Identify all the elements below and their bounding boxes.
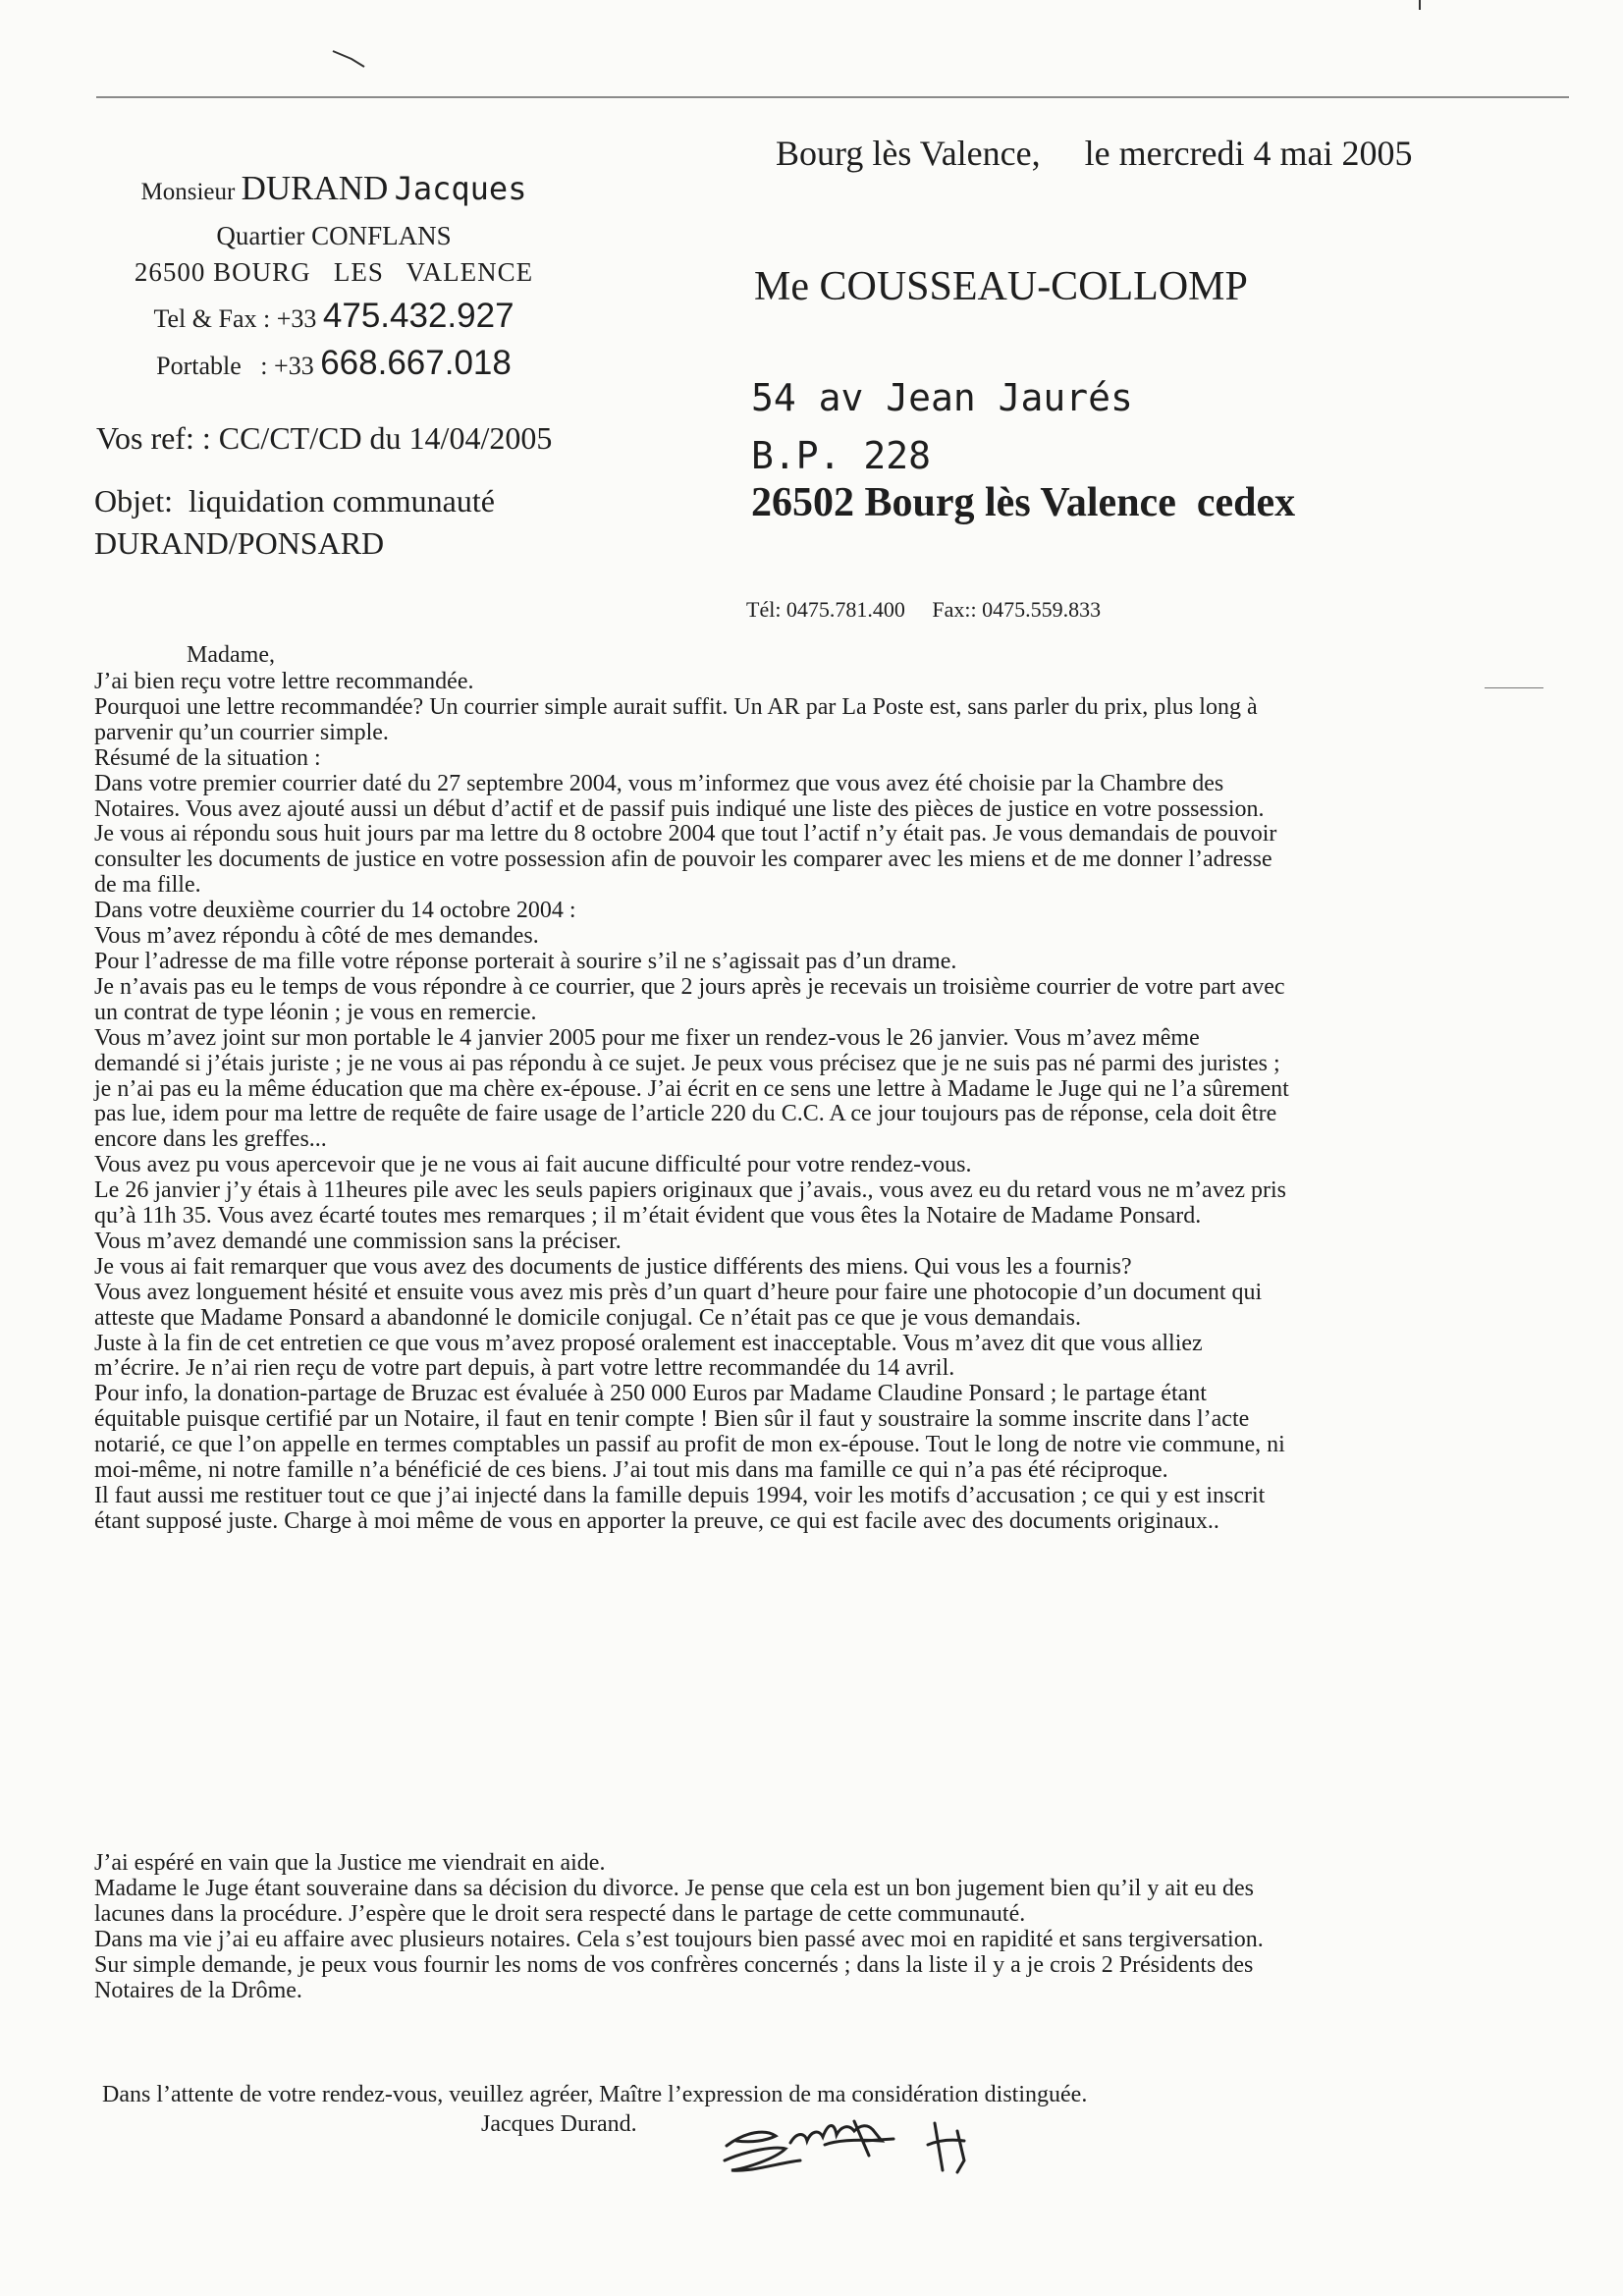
- body-line: Il faut aussi me restituer tout ce que j’ai injecté dans la famille depuis 1994, voir les motifs d’accusation ; ce qui y est inscrit: [94, 1483, 1266, 1508]
- handwritten-signature: [707, 2102, 992, 2190]
- body-line: Dans votre deuxième courrier du 14 octobre 2004 :: [94, 898, 576, 924]
- body-line: Notaires de la Drôme.: [94, 1977, 302, 2003]
- body-line: Vous m’avez répondu à côté de mes demandes.: [94, 923, 539, 950]
- body-line: m’écrire. Je n’ai rien reçu de votre part depuis, à part votre lettre recommandée du 14 avril.: [94, 1355, 955, 1382]
- body-line: Dans ma vie j’ai eu affaire avec plusieurs notaires. Cela s’est toujours bien passé avec moi en rapidité et sans tergiversation.: [94, 1926, 1264, 1952]
- body-line: Pour l’adresse de ma fille votre réponse porterait à sourire s’il ne s’agissait pas d’un drame.: [94, 948, 957, 974]
- sender-tel-number: 475.432.927: [322, 297, 514, 335]
- sender-tel-label: Tel & Fax : +33: [153, 304, 317, 333]
- recipient-address-street: 54 av Jean Jaurés: [751, 376, 1133, 419]
- sender-mobile-label: Portable : +33: [156, 352, 314, 380]
- sender-tel-line: [88, 297, 579, 336]
- body-line: qu’à 11h 35. Vous avez écarté toutes mes remarques ; il m’était évident que vous êtes la Notaire de Madame Ponsard.: [94, 1203, 1202, 1230]
- body-line: Le 26 janvier j’y étais à 11heures pile avec les seuls papiers originaux que j’avais., vous avez eu du retard vous ne m’avez pris: [94, 1177, 1287, 1204]
- body-line: Vous avez pu vous apercevoir que je ne vous ai fait aucune difficulté pour votre rendez-vous.: [94, 1152, 972, 1178]
- body-line: Vous m’avez demandé une commission sans la préciser.: [94, 1228, 622, 1254]
- body-line: Je n’avais pas eu le temps de vous répondre à ce courrier, que 2 jours après je recevais un troisième courrier de votre part avec: [94, 973, 1285, 1000]
- sender-mobile-number: 668.667.018: [320, 344, 512, 382]
- body-line: Vous m’avez joint sur mon portable le 4 janvier 2005 pour me fixer un rendez-vous le 26 janvier. Vous m’avez même: [94, 1024, 1200, 1051]
- scan-corner-mark: [1419, 0, 1421, 10]
- body-line: étant supposé juste. Charge à moi même de vous en apporter la preuve, ce qui est facile avec des documents originaux..: [94, 1507, 1219, 1534]
- body-line: Pour info, la donation-partage de Bruzac est évaluée à 250 000 Euros par Madame Claudine Ponsard ; le partage étant: [94, 1381, 1207, 1407]
- body-line: Je vous ai répondu sous huit jours par ma lettre du 8 octobre 2004 que tout l’actif n’y était pas. Je vous demandais de pouvoir: [94, 821, 1277, 847]
- salutation: Madame,: [187, 642, 275, 668]
- body-line: Notaires. Vous avez ajouté aussi un début d’actif et de passif puis indiqué une liste des pièces de justice en votre possession.: [94, 795, 1265, 822]
- body-line: encore dans les greffes...: [94, 1126, 327, 1153]
- recipient-address-city: 26502 Bourg lès Valence cedex: [751, 480, 1296, 525]
- object-line-2: DURAND/PONSARD: [94, 525, 385, 561]
- body-line: Pourquoi une lettre recommandée? Un courrier simple aurait suffit. Un AR par La Poste est, sans parler du prix, plus long à: [94, 693, 1258, 720]
- body-line: je n’ai pas eu la même éducation que ma chère ex-épouse. J’ai écrit en ce sens une lettre à Madame le Juge qui ne l’a sûrement: [94, 1075, 1289, 1102]
- reference-line: Vos ref: : CC/CT/CD du 14/04/2005: [96, 420, 553, 456]
- signature-name: Jacques Durand.: [481, 2111, 637, 2137]
- body-line: demandé si j’étais juriste ; je ne vous ai pas répondu à ce sujet. Je peux vous précisez que je ne suis pas né parmi des juristes ;: [94, 1050, 1280, 1076]
- body-line: moi-même, ni notre famille n’a bénéficié de ces biens. J’ai tout mis dans ma famille ce qui n’a pas été réciproque.: [94, 1457, 1168, 1484]
- letter-body-main: [94, 670, 1557, 1535]
- closing-formula: Dans l’attente de votre rendez-vous, veuillez agréer, Maître l’expression de ma considération distinguée.: [102, 2082, 1088, 2107]
- letter-body-conclusion: [94, 1851, 1557, 2003]
- recipient-name: Me COUSSEAU-COLLOMP: [754, 264, 1248, 309]
- body-line: J’ai espéré en vain que la Justice me viendrait en aide.: [94, 1850, 606, 1876]
- recipient-address-po-box: B.P. 228: [751, 434, 932, 477]
- body-line: lacunes dans la procédure. J’espère que le droit sera respecté dans le partage de cette communauté.: [94, 1900, 1026, 1927]
- date-line: Bourg lès Valence, le mercredi 4 mai 2005: [776, 134, 1413, 173]
- sender-mobile-line: [88, 344, 579, 383]
- body-line: pas lue, idem pour ma lettre de requête de faire usage de l’article 220 du C.C. A ce jour toujours pas de réponse, cela doit être: [94, 1101, 1277, 1127]
- recipient-tel-fax: Tél: 0475.781.400 Fax:: 0475.559.833: [746, 597, 1102, 622]
- header-rule: [96, 96, 1569, 98]
- body-line: Juste à la fin de cet entretien ce que vous m’avez proposé oralement est inacceptable. Vous m’avez dit que vous alliez: [94, 1330, 1203, 1356]
- body-line: atteste que Madame Ponsard a abandonné le domicile conjugal. Ce n’était pas ce que je vous demandais.: [94, 1304, 1081, 1331]
- body-line: parvenir qu’un courrier simple.: [94, 719, 389, 745]
- sender-city: 26500 BOURG LES VALENCE: [134, 257, 534, 287]
- body-line: Sur simple demande, je peux vous fournir les noms de vos confrères concernés ; dans la liste il y a je crois 2 Présidents des: [94, 1951, 1254, 1978]
- body-line: consulter les documents de justice en votre possession afin de pouvoir les comparer avec les miens et de me donner l’adresse: [94, 847, 1272, 873]
- sender-name-line: [88, 169, 579, 208]
- body-line: Madame le Juge étant souveraine dans sa décision du divorce. Je pense que cela est un bon jugement bien qu’il y ait eu des: [94, 1875, 1254, 1901]
- sender-given-name: Jacques: [394, 170, 527, 207]
- sender-quarter: Quartier CONFLANS: [216, 221, 452, 250]
- body-line: Je vous ai fait remarquer que vous avez des documents de justice différents des miens. Qui vous les a fournis?: [94, 1253, 1132, 1280]
- body-line: Résumé de la situation :: [94, 744, 321, 771]
- object-line: Objet: liquidation communauté: [94, 483, 495, 519]
- scan-artifact-mark: [332, 49, 365, 69]
- sender-title: Monsieur: [140, 179, 236, 205]
- body-line: de ma fille.: [94, 872, 201, 899]
- body-line: équitable puisque certifié par un Notaire, il faut en tenir compte ! Bien sûr il faut y soustraire la somme inscrite dans l’acte: [94, 1406, 1250, 1433]
- body-line: Vous avez longuement hésité et ensuite vous avez mis près d’un quart d’heure pour faire une photocopie d’un document qui: [94, 1279, 1263, 1305]
- sender-surname: DURAND: [241, 169, 389, 207]
- body-line: un contrat de type léonin ; je vous en remercie.: [94, 999, 537, 1025]
- body-line: notarié, ce que l’on appelle en termes comptables un passif au profit de mon ex-épouse. Tout le long de notre vie commune, ni: [94, 1432, 1285, 1458]
- body-line: Dans votre premier courrier daté du 27 septembre 2004, vous m’informez que vous avez été choisie par la Chambre des: [94, 770, 1224, 796]
- body-line: J’ai bien reçu votre lettre recommandée.: [94, 669, 474, 694]
